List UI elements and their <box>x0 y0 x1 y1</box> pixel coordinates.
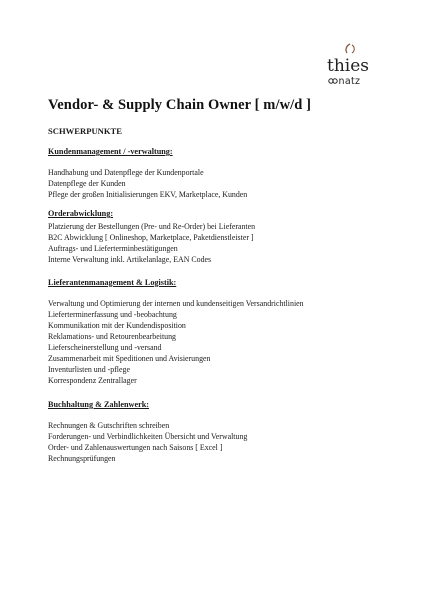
list-item: Forderungen- und Verbindlichkeiten Übersicht und Verwaltung <box>48 432 248 441</box>
section-orderabwicklung <box>48 208 388 265</box>
list-item: Rechnungen & Gutschriften schreiben <box>48 421 170 430</box>
list-item: Auftrags- und Lieferterminbestätigungen <box>48 244 178 253</box>
page-title: Vendor- & Supply Chain Owner [ m/w/d ] <box>48 97 312 113</box>
list-item: Lieferscheinerstellung und -versand <box>48 343 162 352</box>
section-kundenmanagement <box>48 146 388 200</box>
list-item: Platzierung der Bestellungen (Pre- und Re-Order) bei Lieferanten <box>48 222 256 231</box>
thies-natz-logo-icon <box>310 40 380 90</box>
list-item: Zusammenarbeit mit Speditionen und Avisierungen <box>48 354 211 363</box>
list-item: Korrespondenz Zentrallager <box>48 376 137 385</box>
section-heading: Buchhaltung & Zahlenwerk: <box>48 400 149 409</box>
list-item: Datenpflege der Kunden <box>48 179 126 188</box>
list-item: Interne Verwaltung inkl. Artikelanlage, EAN Codes <box>48 255 212 264</box>
list-item: Reklamations- und Retourenbearbeitung <box>48 332 176 341</box>
logo-text-top: thies <box>327 56 370 76</box>
list-item: Rechnungsprüfungen <box>48 454 116 463</box>
section-heading: Kundenmanagement / -verwaltung: <box>48 147 173 156</box>
list-item: Pflege der großen Initialisierungen EKV, Marketplace, Kunden <box>48 190 248 199</box>
thies-natz-logo <box>310 40 380 90</box>
item-list <box>48 298 388 386</box>
main-content <box>48 126 388 464</box>
item-list <box>48 167 388 200</box>
section-lieferantenmanagement <box>48 277 388 386</box>
list-item: Kommunikation mit der Kundendisposition <box>48 321 186 330</box>
schwerpunkte-heading: SCHWERPUNKTE <box>48 126 123 136</box>
logo-text-bottom: natz <box>338 76 361 87</box>
list-item: Inventurlisten und -pflege <box>48 365 130 374</box>
list-item: Verwaltung und Optimierung der internen und kundenseitigen Versandrichtlinien <box>48 299 304 308</box>
section-heading: Lieferantenmanagement & Logistik: <box>48 278 177 287</box>
list-item: B2C Abwicklung [ Onlineshop, Marketplace, Paketdienstleister ] <box>48 233 254 242</box>
item-list <box>48 420 388 464</box>
section-heading: Orderabwicklung: <box>48 209 114 218</box>
list-item: Handhabung und Datenpflege der Kundenportale <box>48 168 204 177</box>
section-buchhaltung <box>48 399 388 464</box>
item-list <box>48 221 388 265</box>
list-item: Lieferterminerfassung und -beobachtung <box>48 310 177 319</box>
list-item: Order- und Zahlenauswertungen nach Saisons [ Excel ] <box>48 443 223 452</box>
